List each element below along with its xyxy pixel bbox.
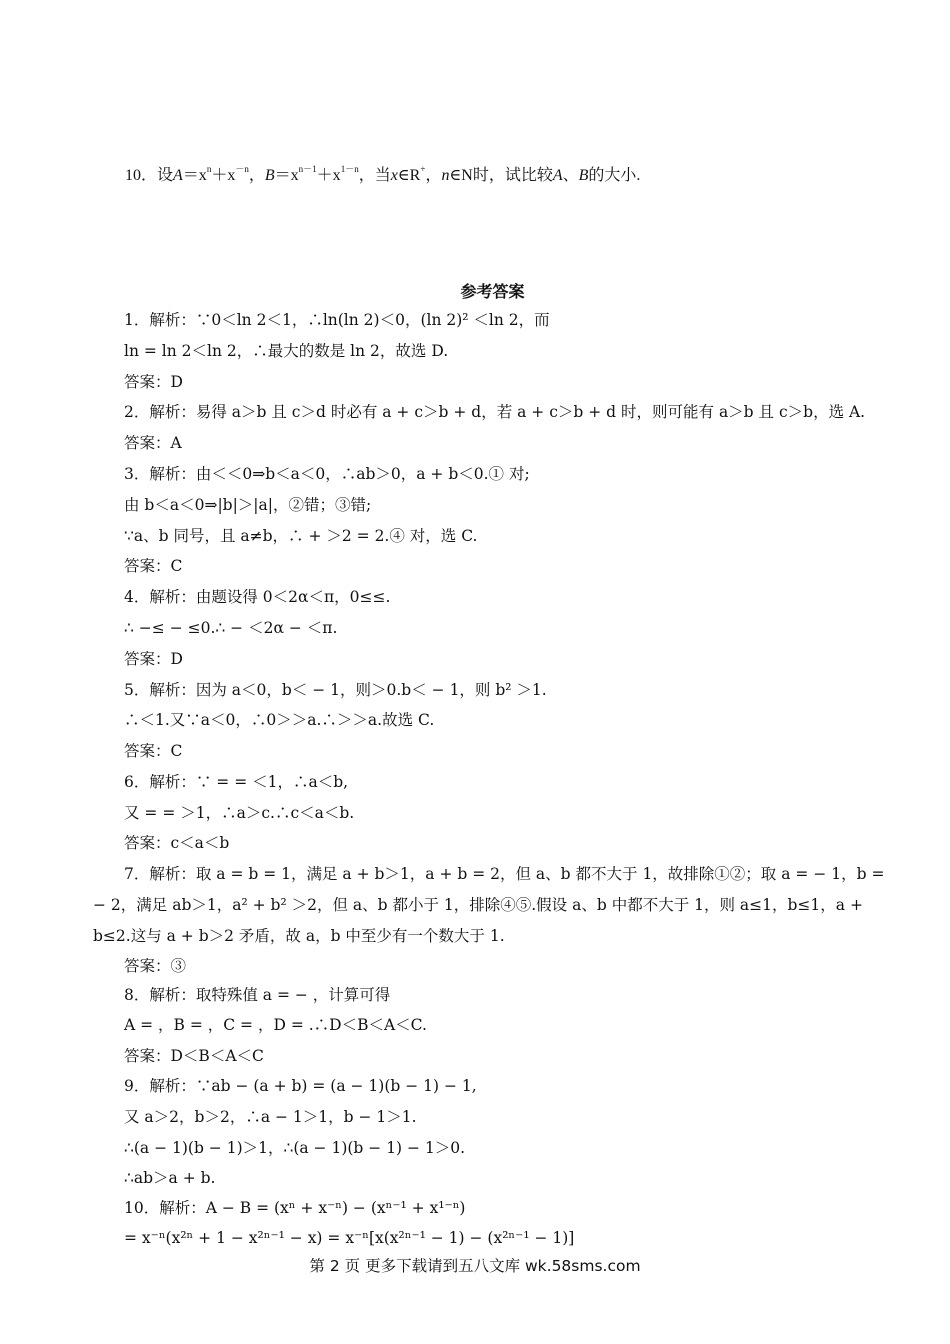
q10-mid: ，当 (358, 167, 391, 184)
q10-plus2: ＋x (316, 167, 341, 184)
answers-heading: 参考答案 (460, 282, 525, 301)
q10-sep: 、 (562, 167, 579, 184)
answer-line: ln = ln 2＜ln 2，∴最大的数是 ln 2，故选 D. (124, 342, 449, 360)
q10-sup-plus: + (420, 163, 426, 174)
answer-line: ∴(a − 1)(b − 1)＞1，∴(a − 1)(b − 1) − 1＞0. (124, 1139, 466, 1157)
answer-line: 答案：A (124, 434, 182, 452)
answer-line: 答案：C (124, 557, 183, 575)
answer-line: 7．解析：取 a = b = 1，满足 a + b＞1，a + b = 2，但 a、b 都不大于 1，故排除①②；取 a = − 1，b = (124, 865, 885, 883)
answer-line: 答案：D (124, 650, 183, 668)
q10-inN: ∈N时，试比较 (449, 167, 553, 184)
answer-line: = x⁻ⁿ(x²ⁿ + 1 − x²ⁿ⁻¹ − x) = x⁻ⁿ[x(x²ⁿ⁻¹ − 1) − (x²ⁿ⁻¹ − 1)] (124, 1229, 575, 1247)
answer-line: 5．解析：因为 a＜0，b＜ − 1，则＞0.b＜ − 1，则 b² ＞1. (124, 681, 547, 699)
q10-eq1: ＝x (182, 167, 207, 184)
answer-line: 8．解析：取特殊值 a = − ，计算可得 (124, 986, 391, 1004)
q10-sup-nm1: n－1 (298, 163, 317, 174)
question-10 (125, 163, 641, 186)
answer-line: − 2，满足 ab＞1，a² + b² ＞2，但 a、b 都小于 1，排除④⑤.假设 a、b 中都不大于 1，则 a≤1，b≤1，a + (93, 896, 863, 914)
answer-line: 9．解析：∵ab − (a + b) = (a − 1)(b − 1) − 1, (124, 1077, 477, 1095)
q10-inR: ∈R (397, 167, 421, 184)
answer-line: ∴ −≤ − ≤0.∴ − ＜2α − ＜π. (124, 619, 338, 637)
answer-line: 答案：D (124, 373, 183, 391)
answer-line: b≤2.这与 a + b＞2 矛盾，故 a，b 中至少有一个数大于 1. (93, 927, 505, 945)
answer-line: 又 = = ＞1，∴a＞c.∴c＜a＜b. (124, 804, 355, 822)
answer-line: 2．解析：易得 a＞b 且 c＞d 时必有 a + c＞b + d，若 a + c＞b + d 时，则可能有 a＞b 且 c＞b，选 A. (124, 403, 866, 421)
answer-line: 答案：D＜B＜A＜C (124, 1047, 264, 1065)
answer-line: A = ，B = ，C = ，D = .∴D＜B＜A＜C. (124, 1016, 427, 1034)
answer-line: ∴＜1.又∵a＜0，∴0＞＞a.∴＞＞a.故选 C. (124, 711, 435, 729)
q10-tail: 的大小. (588, 167, 641, 184)
answer-line: 又 a＞2，b＞2，∴a − 1＞1，b − 1＞1. (124, 1108, 417, 1126)
answer-line: 1．解析：∵0＜ln 2＜1，∴ln(ln 2)＜0，(ln 2)² ＜ln 2，而 (124, 311, 550, 329)
q10-eq2: ＝x (274, 167, 299, 184)
page-footer: 第 2 页 更多下载请到五八文库 wk.58sms.com (309, 1257, 641, 1275)
answer-line: 10．解析：A − B = (xⁿ + x⁻ⁿ) − (xⁿ⁻¹ + x¹⁻ⁿ) (124, 1199, 466, 1217)
answer-line: 由 b＜a＜0⇒|b|＞|a|，②错；③错; (124, 496, 372, 514)
answer-line: 6．解析：∵ = = ＜1，∴a＜b, (124, 773, 349, 791)
q10-var-b: B (264, 167, 275, 184)
q10-var-n: n (441, 167, 450, 184)
q10-var-a: A (173, 167, 183, 184)
answer-line: 3．解析：由＜＜0⇒b＜a＜0，∴ab＞0，a + b＜0.① 对; (124, 465, 530, 483)
q10-sup-n: n (206, 163, 212, 174)
q10-var-x: x (390, 167, 398, 184)
q10-var-b2: B (578, 167, 589, 184)
answer-line: ∵a、b 同号，且 a≠b，∴ + ＞2 = 2.④ 对，选 C. (124, 527, 478, 545)
q10-comma2: ， (425, 167, 442, 184)
answer-line: 答案：C (124, 742, 183, 760)
q10-number: 10．设 (125, 167, 174, 184)
answer-line: ∴ab＞a + b. (124, 1169, 216, 1187)
answer-line: 答案：③ (124, 957, 187, 975)
q10-sup-1mn: 1－n (340, 163, 359, 174)
q10-plus1: ＋x (211, 167, 236, 184)
answer-line: 答案：c＜a＜b (124, 834, 230, 852)
q10-var-a2: A (552, 167, 563, 184)
q10-sup-negn: －n (235, 163, 249, 174)
q10-comma1: ， (248, 167, 265, 184)
answer-line: 4．解析：由题设得 0＜2α＜π，0≤≤. (124, 588, 391, 606)
